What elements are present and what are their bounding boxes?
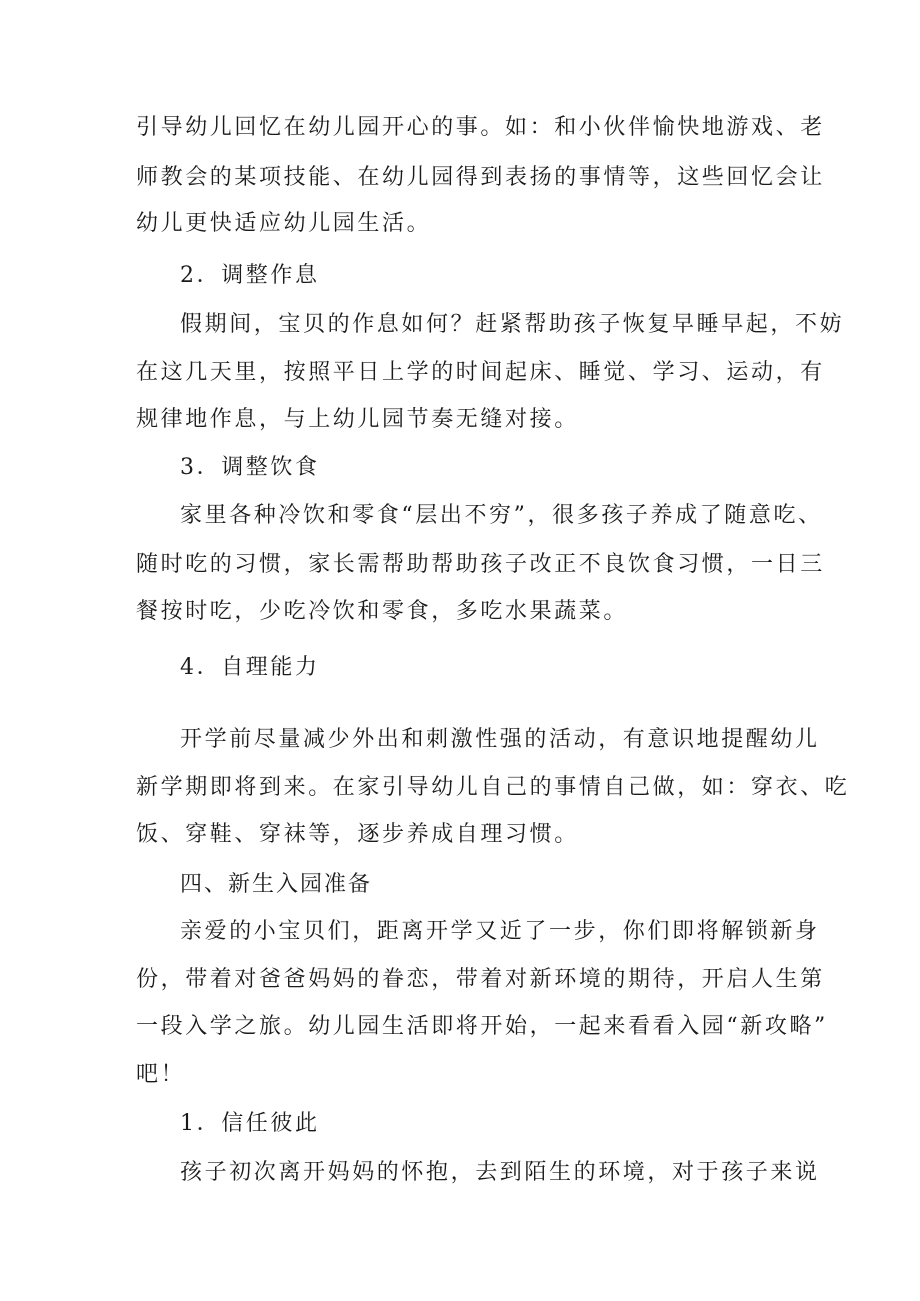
paragraph-line: 随时吃的习惯，家长需帮助帮助孩子改正不良饮食习惯，一日三 bbox=[136, 552, 825, 577]
section-heading: 1．信任彼此 bbox=[180, 1111, 320, 1136]
section-heading: 3．调整饮食 bbox=[180, 455, 320, 480]
paragraph-line: 亲爱的小宝贝们，距离开学又近了一步，你们即将解锁新身 bbox=[180, 919, 820, 944]
paragraph-line: 幼儿更快适应幼儿园生活。 bbox=[136, 211, 432, 236]
paragraph-line: 吧！ bbox=[136, 1062, 186, 1087]
paragraph-line: 家里各种冷饮和零食“层出不穷”，很多孩子养成了随意吃、 bbox=[180, 503, 823, 528]
paragraph-line: 开学前尽量减少外出和刺激性强的活动，有意识地提醒幼儿 bbox=[180, 727, 820, 752]
paragraph-line: 份，带着对爸爸妈妈的眷恋，带着对新环境的期待，开启人生第 bbox=[136, 967, 825, 992]
paragraph-line: 餐按时吃，少吃冷饮和零食，多吃水果蔬菜。 bbox=[136, 599, 629, 624]
paragraph-line: 新学期即将到来。在家引导幼儿自己的事情自己做，如：穿衣、吃 bbox=[136, 775, 850, 800]
paragraph-line: 师教会的某项技能、在幼儿园得到表扬的事情等，这些回忆会让 bbox=[136, 165, 825, 190]
chapter-heading: 四、新生入园准备 bbox=[180, 872, 373, 897]
section-heading: 4．自理能力 bbox=[180, 655, 320, 680]
paragraph-line: 在这几天里，按照平日上学的时间起床、睡觉、学习、运动，有 bbox=[136, 360, 825, 385]
paragraph-line: 一段入学之旅。幼儿园生活即将开始，一起来看看入园“新攻略” bbox=[136, 1014, 828, 1039]
paragraph-line: 饭、穿鞋、穿袜等，逐步养成自理习惯。 bbox=[136, 822, 579, 847]
section-heading: 2．调整作息 bbox=[180, 263, 320, 288]
paragraph-line: 引导幼儿回忆在幼儿园开心的事。如：和小伙伴愉快地游戏、老 bbox=[136, 115, 825, 140]
paragraph-line: 孩子初次离开妈妈的怀抱，去到陌生的环境，对于孩子来说 bbox=[180, 1160, 820, 1185]
paragraph-line: 规律地作息，与上幼儿园节奏无缝对接。 bbox=[136, 407, 579, 432]
paragraph-line: 假期间，宝贝的作息如何？赶紧帮助孩子恢复早睡早起，不妨 bbox=[180, 312, 845, 337]
